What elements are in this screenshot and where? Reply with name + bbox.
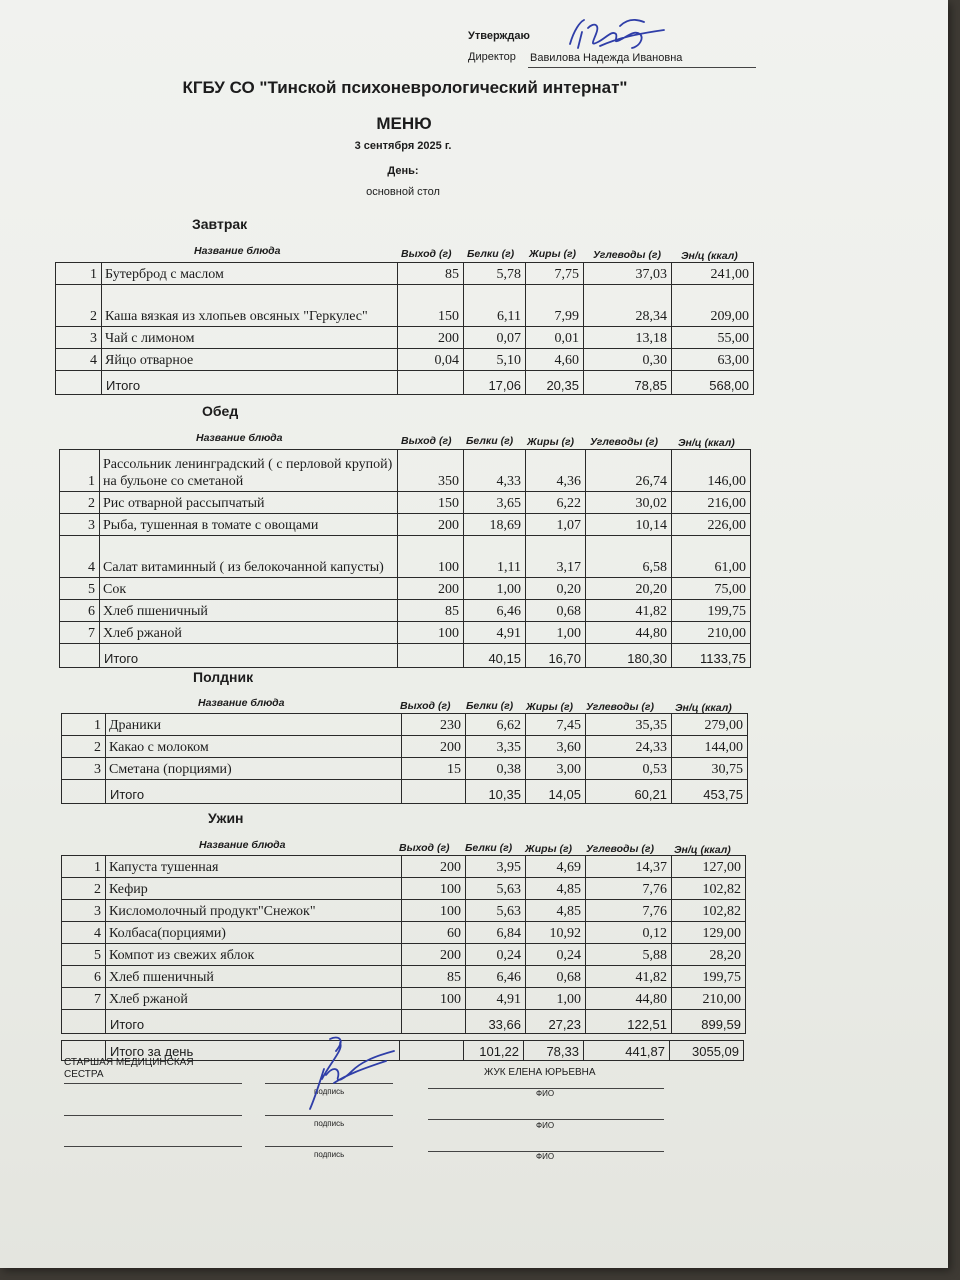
menu-title: МЕНЮ xyxy=(376,114,432,133)
dish-name: Какао с молоком xyxy=(106,736,402,758)
table-row: 2 Какао с молоком 200 3,35 3,60 24,33 144,00 xyxy=(62,736,748,758)
header-protein: Белки (г) xyxy=(467,248,515,260)
table-row: 7 Хлеб ржаной 100 4,91 1,00 44,80 210,00 xyxy=(60,622,751,644)
table-type: основной стол xyxy=(366,186,440,198)
header-fat: Жиры (г) xyxy=(529,248,577,260)
meal-table-dinner xyxy=(61,855,746,1034)
header-dish-name: Название блюда xyxy=(198,697,285,709)
dish-name: Сметана (порциями) xyxy=(106,758,402,780)
dish-name: Рис отварной рассыпчатый xyxy=(100,492,398,514)
table-row: 1 Бутерброд с маслом 85 5,78 7,75 37,03 241,00 xyxy=(56,263,754,285)
header-fat: Жиры (г) xyxy=(525,843,573,855)
table-row: 5 Компот из свежих яблок 200 0,24 0,24 5,88 28,20 xyxy=(62,944,746,966)
day-total-row: Итого за день 101,22 78,33 441,87 3055,09 xyxy=(62,1041,744,1061)
header-carbs: Углеводы (г) xyxy=(593,249,662,261)
header-output: Выход (г) xyxy=(401,248,452,260)
header-energy: Эн/ц (ккал) xyxy=(681,250,738,262)
dish-name: Драники xyxy=(106,714,402,736)
header-dish-name: Название блюда xyxy=(196,432,283,444)
dish-name: Салат витаминный ( из белокочанной капусты) xyxy=(100,536,398,578)
header-carbs: Углеводы (г) xyxy=(590,436,659,448)
meal-table-snack xyxy=(61,713,748,804)
header-energy: Эн/ц (ккал) xyxy=(678,437,735,449)
table-row: 4 Салат витаминный ( из белокочанной капусты) 100 1,11 3,17 6,58 61,00 xyxy=(60,536,751,578)
dish-name: Бутерброд с маслом xyxy=(102,263,398,285)
header-energy: Эн/ц (ккал) xyxy=(674,844,731,856)
total-label: Итого xyxy=(100,644,398,668)
meal-title-snack: Полдник xyxy=(193,669,254,685)
header-output: Выход (г) xyxy=(401,435,452,447)
header-energy: Эн/ц (ккал) xyxy=(675,702,732,714)
nurse-signature-icon xyxy=(300,1035,400,1113)
header-fat: Жиры (г) xyxy=(527,436,575,448)
table-row: 2 Рис отварной рассыпчатый 150 3,65 6,22 30,02 216,00 xyxy=(60,492,751,514)
header-carbs: Углеводы (г) xyxy=(586,701,655,713)
table-row: 4 Яйцо отварное 0,04 5,10 4,60 0,30 63,00 xyxy=(56,349,754,371)
total-label: Итого xyxy=(102,371,398,395)
dish-name: Хлеб пшеничный xyxy=(100,600,398,622)
fio-caption: ФИО xyxy=(536,1121,555,1130)
dish-name: Кисломолочный продукт"Снежок" xyxy=(106,900,402,922)
organization-title: КГБУ СО "Тинской психоневрологический интернат" xyxy=(182,78,628,97)
day-label: День: xyxy=(387,165,419,177)
table-row: 3 Кисломолочный продукт"Снежок" 100 5,63 4,85 7,76 102,82 xyxy=(62,900,746,922)
header-protein: Белки (г) xyxy=(465,842,513,854)
table-row: 2 Кефир 100 5,63 4,85 7,76 102,82 xyxy=(62,878,746,900)
table-row: 7 Хлеб ржаной 100 4,91 1,00 44,80 210,00 xyxy=(62,988,746,1010)
dish-name: Колбаса(порциями) xyxy=(106,922,402,944)
table-row: 6 Хлеб пшеничный 85 6,46 0,68 41,82 199,75 xyxy=(60,600,751,622)
fio-caption: ФИО xyxy=(536,1089,555,1098)
fio-caption: ФИО xyxy=(536,1152,555,1161)
total-row: Итого 33,66 27,23 122,51 899,59 xyxy=(62,1010,746,1034)
header-output: Выход (г) xyxy=(399,842,450,854)
dish-name: Сок xyxy=(100,578,398,600)
total-row: Итого 17,06 20,35 78,85 568,00 xyxy=(56,371,754,395)
header-output: Выход (г) xyxy=(400,700,451,712)
table-row: 1 Капуста тушенная 200 3,95 4,69 14,37 127,00 xyxy=(62,856,746,878)
dish-name: Кефир xyxy=(106,878,402,900)
director-name: Вавилова Надежда Ивановна xyxy=(530,52,683,64)
dish-name: Каша вязкая из хлопьев овсяных "Геркулес" xyxy=(102,285,398,327)
dish-name: Компот из свежих яблок xyxy=(106,944,402,966)
total-label: Итого xyxy=(106,1010,402,1034)
dish-name: Хлеб пшеничный xyxy=(106,966,402,988)
sign-caption: подпись xyxy=(314,1150,345,1159)
meal-table-breakfast xyxy=(55,262,754,395)
dish-name: Хлеб ржаной xyxy=(106,988,402,1010)
total-row: Итого 10,35 14,05 60,21 453,75 xyxy=(62,780,748,804)
table-row: 3 Чай с лимоном 200 0,07 0,01 13,18 55,00 xyxy=(56,327,754,349)
table-row: 3 Рыба, тушенная в томате с овощами 200 18,69 1,07 10,14 226,00 xyxy=(60,514,751,536)
director-underline xyxy=(528,67,756,68)
table-row: 1 Рассольник ленинградский ( с перловой крупой) на бульоне со сметаной 350 4,33 4,36 26,74 146,00 xyxy=(60,450,751,492)
total-label: Итого xyxy=(106,780,402,804)
dish-name: Яйцо отварное xyxy=(102,349,398,371)
meal-table-lunch xyxy=(59,449,751,668)
dish-name: Рассольник ленинградский ( с перловой крупой) на бульоне со сметаной xyxy=(100,450,398,492)
menu-date: 3 сентября 2025 г. xyxy=(354,140,452,152)
table-row: 2 Каша вязкая из хлопьев овсяных "Геркулес" 150 6,11 7,99 28,34 209,00 xyxy=(56,285,754,327)
header-dish-name: Название блюда xyxy=(199,839,286,851)
dish-name: Капуста тушенная xyxy=(106,856,402,878)
table-row: 1 Драники 230 6,62 7,45 35,35 279,00 xyxy=(62,714,748,736)
meal-title-lunch: Обед xyxy=(202,403,239,419)
nurse-name: ЖУК ЕЛЕНА ЮРЬЕВНА xyxy=(484,1067,596,1078)
nurse-role: СТАРШАЯ МЕДИЦИНСКАЯ СЕСТРА xyxy=(64,1057,194,1080)
day-total-label: Итого за день xyxy=(106,1041,400,1061)
table-row: 5 Сок 200 1,00 0,20 20,20 75,00 xyxy=(60,578,751,600)
header-protein: Белки (г) xyxy=(466,435,514,447)
sign-caption: подпись xyxy=(314,1087,345,1096)
sign-caption: подпись xyxy=(314,1119,345,1128)
dish-name: Хлеб ржаной xyxy=(100,622,398,644)
table-row: 3 Сметана (порциями) 15 0,38 3,00 0,53 30,75 xyxy=(62,758,748,780)
dish-name: Рыба, тушенная в томате с овощами xyxy=(100,514,398,536)
header-protein: Белки (г) xyxy=(466,700,514,712)
meal-title-dinner: Ужин xyxy=(208,810,244,826)
header-dish-name: Название блюда xyxy=(194,245,281,257)
header-fat: Жиры (г) xyxy=(526,701,574,713)
table-row: 6 Хлеб пшеничный 85 6,46 0,68 41,82 199,75 xyxy=(62,966,746,988)
total-row: Итого 40,15 16,70 180,30 1133,75 xyxy=(60,644,751,668)
header-carbs: Углеводы (г) xyxy=(586,843,655,855)
table-row: 4 Колбаса(порциями) 60 6,84 10,92 0,12 129,00 xyxy=(62,922,746,944)
dish-name: Чай с лимоном xyxy=(102,327,398,349)
director-label: Директор xyxy=(468,51,516,63)
approval-label: Утверждаю xyxy=(468,30,530,42)
meal-title-breakfast: Завтрак xyxy=(192,216,248,232)
